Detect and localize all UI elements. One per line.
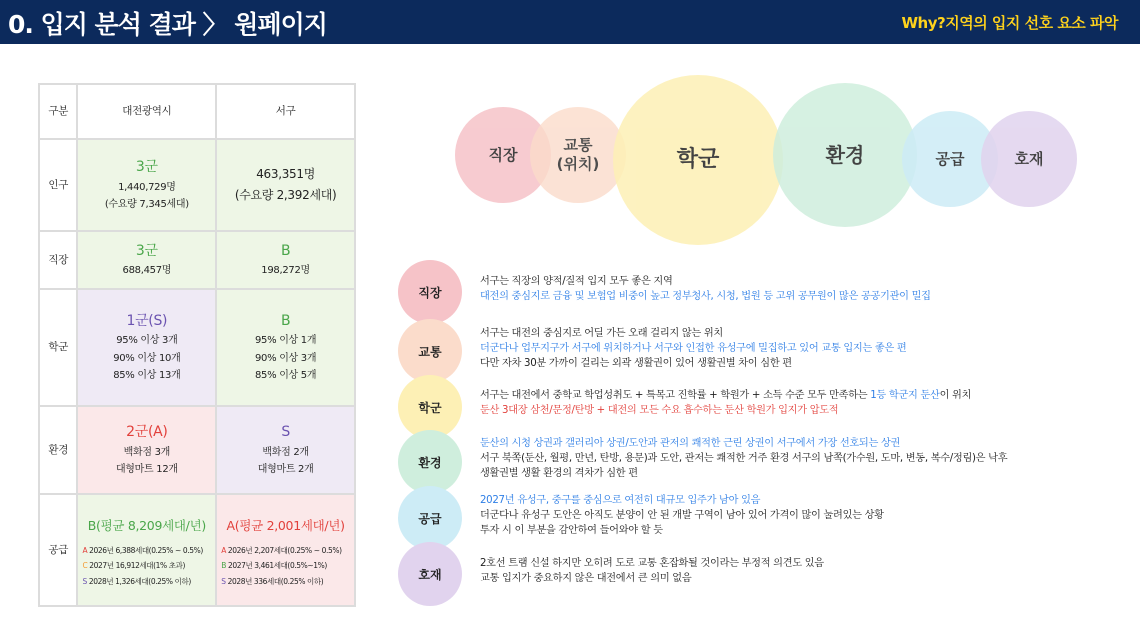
detail-text: 서구는 대전에서 중학교 학업성취도 + 특목고 진학률 + 학원가 + 소득 수준 모두 만족하는 (480, 390, 871, 401)
cell-line: 90% 이상 10개 (113, 352, 181, 364)
cell-line: 대형마트 2개 (257, 464, 314, 476)
cell-jobs-seogu (216, 231, 355, 289)
grade: S (281, 424, 290, 441)
grade-mark: A (221, 545, 226, 555)
venn-circle-transport: 교통 (위치) (530, 107, 626, 203)
grade-mark: S (221, 576, 226, 586)
venn-circle-boom: 호재 (981, 111, 1077, 207)
detail-transport (480, 326, 1120, 371)
table-row (39, 289, 355, 406)
table-row (39, 494, 355, 606)
grade: 1군(S) (126, 313, 168, 330)
grade: B(평균 8,209세대/년) (87, 518, 206, 533)
supply-text: 2027년 16,912세대(1% 초과) (87, 561, 185, 571)
supply-text: 2026년 6,388세대(0.25% ~ 0.5%) (87, 545, 203, 555)
badge-boom: 호재 (398, 542, 462, 606)
comparison-table (38, 83, 356, 607)
table-row (39, 139, 355, 231)
venn-circle-environment: 환경 (773, 83, 917, 227)
detail-line: 생활권별 생활 환경의 격차가 심한 편 (480, 468, 638, 479)
venn-circle-jobs: 직장 (455, 107, 551, 203)
detail-boom (480, 556, 1120, 586)
badge-jobs: 직장 (398, 260, 462, 324)
cell-line: 90% 이상 3개 (254, 352, 317, 364)
detail-text: 이 위치 (939, 390, 972, 401)
cell-school-seogu (216, 289, 355, 406)
grade: 3군 (135, 243, 158, 260)
supply-text: 2028년 1,326세대(0.25% 이하) (86, 576, 191, 586)
cell-line (78, 543, 215, 558)
page-subtitle: Why?지역의 입지 선호 요소 파악 (901, 14, 1118, 32)
header-col1: 대전광역시 (77, 84, 216, 139)
cell-supply-daejeon (77, 494, 216, 606)
cell-line: 463,351명 (256, 167, 316, 181)
cell-line (78, 574, 215, 589)
cell-line: 95% 이상 1개 (254, 335, 317, 347)
cell-line: 688,457명 (122, 265, 172, 277)
detail-school (480, 388, 1120, 418)
grade: B (280, 313, 291, 330)
table-row (39, 231, 355, 289)
venn-circle-school: 학군 (613, 75, 783, 245)
grade-mark: A (82, 545, 88, 555)
supply-text: 2027년 3,461세대(0.5%~1%) (225, 561, 327, 571)
header-category: 구분 (39, 84, 77, 139)
supply-text: 2026년 2,207세대(0.25% ~ 0.5%) (225, 545, 342, 555)
cell-line (217, 558, 354, 573)
cell-line (217, 543, 354, 558)
badge-school: 학군 (398, 375, 462, 439)
detail-jobs (480, 274, 1120, 304)
cell-line: 85% 이상 5개 (254, 370, 317, 382)
detail-line: 교통 입지가 중요하지 않은 대전에서 큰 의미 없음 (480, 573, 692, 584)
cell-line (217, 574, 354, 589)
cell-line: (수요량 2,392세대) (234, 188, 337, 202)
cell-line: 95% 이상 3개 (116, 335, 178, 347)
row-label-environment: 환경 (39, 406, 77, 494)
detail-line: 다만 자차 30분 가까이 걸리는 외곽 생활권이 있어 생활권별 차이 심한 편 (480, 358, 792, 369)
cell-population-seogu (216, 139, 355, 231)
detail-line (480, 388, 1120, 403)
cell-school-daejeon (77, 289, 216, 406)
page-title: 0. 입지 분석 결과 〉 원페이지 (8, 10, 327, 39)
grade-mark: S (82, 576, 87, 586)
row-label-supply: 공급 (39, 494, 77, 606)
cell-environment-seogu (216, 406, 355, 494)
detail-environment (480, 436, 1120, 481)
badge-environment: 환경 (398, 430, 462, 494)
detail-line: 대전의 중심지로 금융 및 보험업 비중이 높고 정부청사, 시청, 법원 등 고위 공무원이 많은 공공기관이 밀집 (480, 291, 931, 302)
badge-supply: 공급 (398, 486, 462, 550)
cell-environment-daejeon (77, 406, 216, 494)
row-label-population: 인구 (39, 139, 77, 231)
detail-line: 서구는 대전의 중심지로 어딜 가든 오래 걸리지 않는 위치 (480, 328, 723, 339)
cell-line: 백화점 3개 (123, 446, 171, 458)
detail-line: 서구는 직장의 양적/질적 입지 모두 좋은 지역 (480, 276, 673, 287)
cell-line: 198,272명 (261, 265, 310, 277)
detail-supply (480, 493, 1120, 538)
grade-mark: B (221, 561, 226, 571)
detail-line: 서구 북쪽(둔산, 월평, 만년, 탄방, 용문)과 도안, 관저는 쾌적한 거주 환경 서구의 남쪽(가수원, 도마, 변동, 복수/정림)은 낙후 (480, 453, 1008, 464)
grade: 2군(A) (126, 424, 168, 441)
grade-mark: C (82, 561, 88, 571)
table-row (39, 406, 355, 494)
detail-line: 2호선 트램 신설 하지만 오히려 도로 교통 혼잡화될 것이라는 부정적 의견도 있음 (480, 558, 824, 569)
cell-jobs-daejeon (77, 231, 216, 289)
detail-line: 투자 시 이 부분을 감안하여 들어와야 할 듯 (480, 525, 663, 536)
cell-supply-seogu (216, 494, 355, 606)
row-label-jobs: 직장 (39, 231, 77, 289)
grade: B (280, 243, 291, 260)
cell-line: 1,440,729명 (118, 181, 176, 193)
detail-highlight: 1등 학군지 둔산 (870, 390, 940, 401)
cell-population-daejeon (77, 139, 216, 231)
supply-text: 2028년 336세대(0.25% 이하) (225, 576, 324, 586)
grade: A(평균 2,001세대/년) (226, 518, 345, 533)
factor-detail-list (398, 258, 1118, 618)
cell-line (78, 558, 215, 573)
detail-line: 더군다나 업무지구가 서구에 위치하거나 서구와 인접한 유성구에 밀집하고 있어 교통 입지는 좋은 편 (480, 343, 907, 354)
venn-circle-supply: 공급 (902, 111, 998, 207)
cell-line: 백화점 2개 (262, 446, 309, 458)
detail-line: 2027년 유성구, 중구를 중심으로 여전히 대규모 입주가 남아 있음 (480, 495, 761, 506)
cell-line: 대형마트 12개 (115, 464, 178, 476)
row-label-school: 학군 (39, 289, 77, 406)
detail-line: 둔산의 시청 상권과 갤러리아 상권/도안과 관저의 쾌적한 근린 상권이 서구에서 가장 선호되는 상권 (480, 438, 901, 449)
page-header (0, 0, 1140, 44)
table-row (39, 84, 355, 139)
detail-line: 둔산 3대장 삼천/문정/탄방 + 대전의 모든 수요 흡수하는 둔산 학원가 입지가 압도적 (480, 405, 839, 416)
detail-line: 더군다나 유성구 도안은 아직도 분양이 안 된 개발 구역이 남아 있어 가격이 많이 눌려있는 상황 (480, 510, 884, 521)
badge-transport: 교통 (398, 319, 462, 383)
grade: 3군 (135, 159, 158, 176)
factor-venn-diagram (455, 80, 1095, 240)
header-col2: 서구 (216, 84, 355, 139)
cell-line: 85% 이상 13개 (113, 370, 181, 382)
cell-line: (수요량 7,345세대) (104, 199, 189, 211)
